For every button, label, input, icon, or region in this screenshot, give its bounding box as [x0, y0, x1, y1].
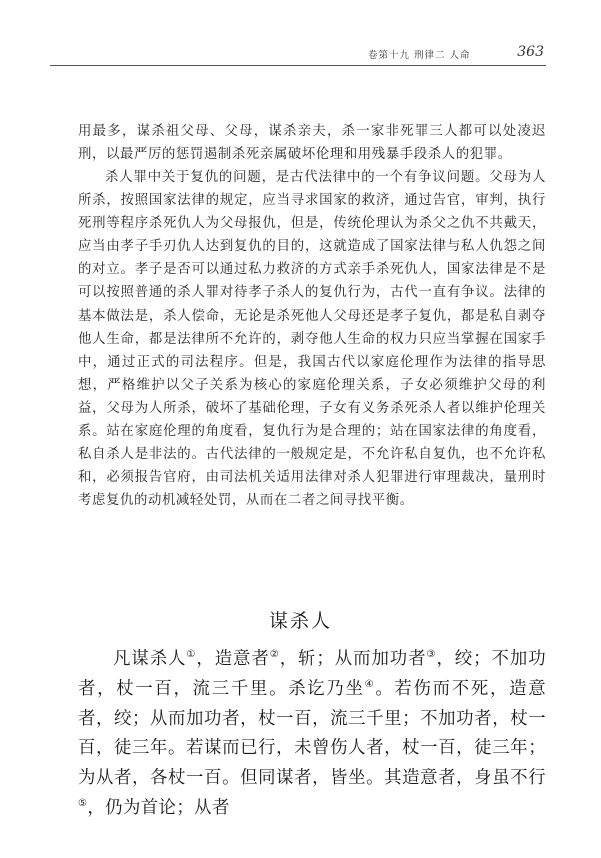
- footnote-marker[interactable]: ①: [186, 649, 197, 661]
- commentary-paragraph-2: 杀人罪中关于复仇的问题，是古代法律中的一个有争议问题。父母为人所杀，按照国家法律的规定，应当寻求国家的救济，通过告官，审判，执行死刑等程序杀死仇人为父母报仇，但是，传统伦理认为杀父之仇不共戴天，应当由孝子手刃仇人达到复仇的目的，这就造成了国家法律与私人仇怨之间的对立。孝子是否可以通过私力救济的方式亲手杀死仇人，国家法律是不是可以按照普通的杀人罪对待孝子杀人的复仇行为，古代一直有争议。法律的基本做法是，杀人偿命，无论是杀死他人父母还是孝子复仇，都是私自剥夺他人生命，都是法律所不允许的，剥夺他人生命的权力只应当掌握在国家手中，通过正式的司法程序。但是，我国古代以家庭伦理作为法律的指导思想，严格维护以父子关系为核心的家庭伦理关系，子女必须维护父母的利益，父母为人所杀，破坏了基础伦理，子女有义务杀死杀人者以维护伦理关系。站在家庭伦理的角度看，复仇行为是合理的；站在国家法律的角度看，私自杀人是非法的。古代法律的一般规定是，不允许私自复仇，也不允许私和，必须报告官府，由司法机关适用法律对杀人犯罪进行审理裁决，量刑时考虑复仇的动机减轻处罚，从而在二者之间寻找平衡。: [78, 170, 546, 509]
- statute-segment: 。若伤而不死，造意者，绞；从而加功者，杖一百，流三千里；不加功者，杖一百，徒三年。若谋而已行，未曾伤人者，杖一百，徒三年；为从者，各杖一百。但同谋者，皆坐。其造意者，身虽不行: [78, 678, 546, 789]
- statute-segment: ，斩；从而加功者: [279, 649, 427, 669]
- section-title: 谋杀人: [268, 610, 332, 632]
- footnote-marker[interactable]: ③: [426, 649, 437, 661]
- header-divider: [50, 65, 546, 66]
- statute-text: [78, 645, 546, 824]
- footnote-marker[interactable]: ②: [269, 649, 280, 661]
- statute-segment: ，绞；不加功者，杖一百，流三千里。杀讫乃坐: [78, 649, 546, 699]
- statute-segment: ，仍为首论；从者: [87, 797, 230, 818]
- running-header-title: 卷第十九 刑律二 人命: [368, 50, 471, 61]
- commentary-paragraph-1: 用最多，谋杀祖父母、父母，谋杀亲夫，杀一家非死罪三人都可以处凌迟刑，以最严厉的惩罚遏制杀死亲属破坏伦理和用残暴手段杀人的犯罪。: [78, 124, 546, 163]
- footnote-marker[interactable]: ⑤: [78, 798, 88, 810]
- statute-segment: 凡谋杀人: [113, 649, 187, 669]
- page-number: 363: [517, 44, 544, 60]
- footnote-marker[interactable]: ④: [364, 679, 376, 690]
- statute-segment: ，造意者: [196, 649, 270, 669]
- running-header: [368, 44, 544, 62]
